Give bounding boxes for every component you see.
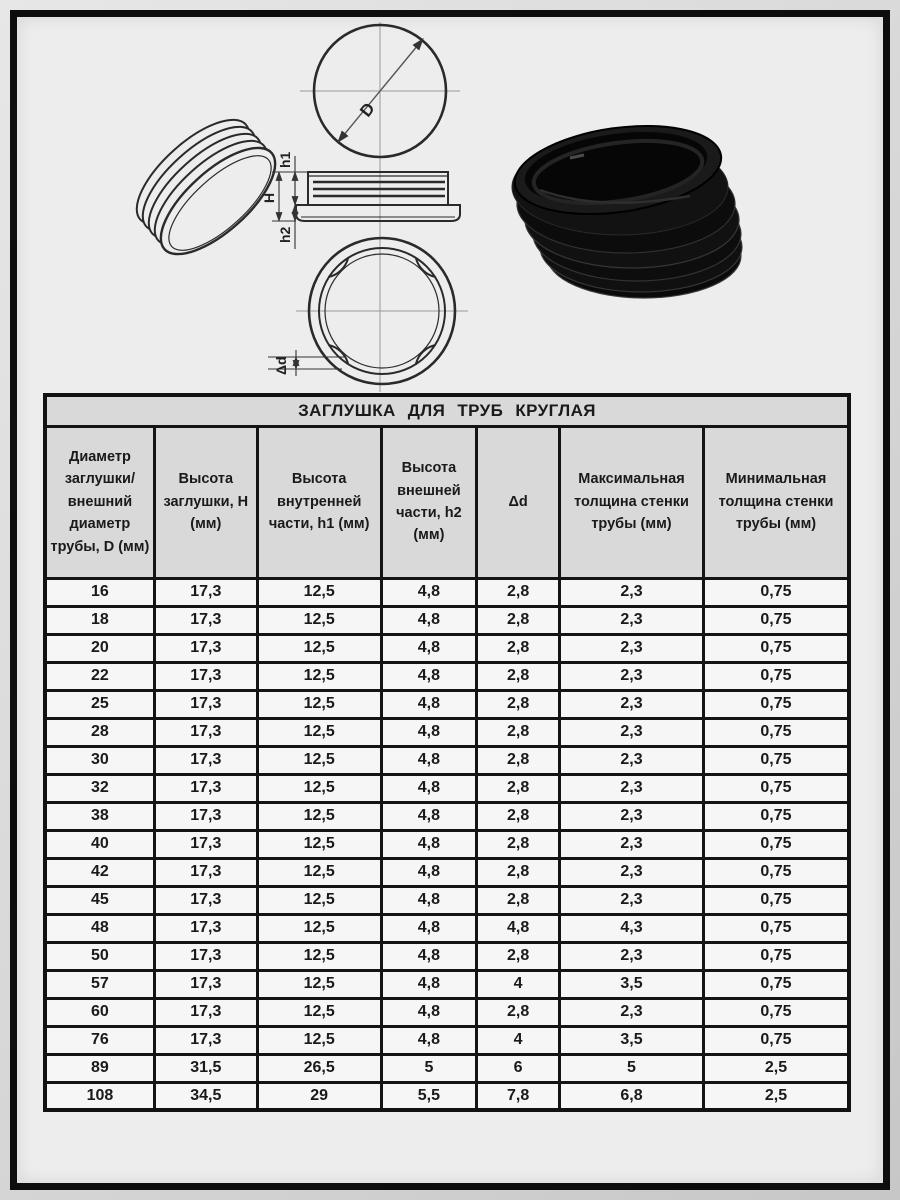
- cell-max-wall: 2,3: [560, 662, 704, 690]
- cell-height-total: 17,3: [154, 830, 257, 858]
- cell-delta-d: 2,8: [477, 606, 560, 634]
- cell-max-wall: 4,3: [560, 914, 704, 942]
- cell-height-total: 17,3: [154, 578, 257, 606]
- cell-delta-d: 2,8: [477, 746, 560, 774]
- cell-min-wall: 0,75: [703, 746, 849, 774]
- table-row: [45, 802, 849, 830]
- cell-max-wall: 2,3: [560, 774, 704, 802]
- cell-height-total: 17,3: [154, 886, 257, 914]
- cell-max-wall: 2,3: [560, 942, 704, 970]
- cell-height-total: 17,3: [154, 942, 257, 970]
- cell-min-wall: 2,5: [703, 1054, 849, 1082]
- table-row: [45, 662, 849, 690]
- cell-height-inner: 12,5: [257, 830, 381, 858]
- label-h: H: [261, 192, 277, 203]
- label-h2: h2: [277, 226, 293, 243]
- cell-delta-d: 2,8: [477, 886, 560, 914]
- cell-diameter: 40: [45, 830, 154, 858]
- cell-min-wall: 2,5: [703, 1082, 849, 1110]
- cell-delta-d: 4,8: [477, 914, 560, 942]
- column-header: Высота заглушки, H (мм): [154, 426, 257, 578]
- plug-drawing-svg: [17, 17, 883, 393]
- cell-min-wall: 0,75: [703, 1026, 849, 1054]
- cell-max-wall: 6,8: [560, 1082, 704, 1110]
- bottom-view-circle: [268, 238, 468, 384]
- table-row: [45, 886, 849, 914]
- product-photo-plug: [509, 114, 742, 298]
- cell-diameter: 50: [45, 942, 154, 970]
- cell-height-outer: 4,8: [381, 578, 477, 606]
- cell-height-outer: 4,8: [381, 718, 477, 746]
- cell-height-inner: 12,5: [257, 606, 381, 634]
- cell-height-inner: 12,5: [257, 662, 381, 690]
- cell-height-outer: 4,8: [381, 942, 477, 970]
- table-row: [45, 634, 849, 662]
- table-row: [45, 970, 849, 998]
- cell-min-wall: 0,75: [703, 690, 849, 718]
- cell-diameter: 16: [45, 578, 154, 606]
- cell-height-inner: 12,5: [257, 774, 381, 802]
- cell-delta-d: 2,8: [477, 774, 560, 802]
- table-row: [45, 1054, 849, 1082]
- isometric-plug-view: [121, 103, 292, 272]
- cell-diameter: 57: [45, 970, 154, 998]
- cell-height-inner: 12,5: [257, 886, 381, 914]
- cell-height-total: 17,3: [154, 802, 257, 830]
- cell-height-inner: 12,5: [257, 998, 381, 1026]
- label-diameter-d: D: [356, 99, 379, 121]
- table-row: [45, 830, 849, 858]
- cell-max-wall: 2,3: [560, 802, 704, 830]
- cell-diameter: 38: [45, 802, 154, 830]
- cell-max-wall: 2,3: [560, 858, 704, 886]
- table-row: [45, 690, 849, 718]
- cell-delta-d: 2,8: [477, 802, 560, 830]
- cell-min-wall: 0,75: [703, 802, 849, 830]
- cell-delta-d: 2,8: [477, 942, 560, 970]
- cell-delta-d: 2,8: [477, 690, 560, 718]
- cell-height-inner: 12,5: [257, 802, 381, 830]
- cell-height-total: 17,3: [154, 634, 257, 662]
- cell-diameter: 76: [45, 1026, 154, 1054]
- cell-height-outer: 4,8: [381, 746, 477, 774]
- cell-height-total: 17,3: [154, 970, 257, 998]
- cell-height-total: 17,3: [154, 606, 257, 634]
- cell-delta-d: 2,8: [477, 662, 560, 690]
- spec-table-container: [43, 393, 851, 1112]
- table-body: [45, 578, 849, 1110]
- cell-diameter: 28: [45, 718, 154, 746]
- cell-height-outer: 4,8: [381, 662, 477, 690]
- table-row: [45, 914, 849, 942]
- cell-max-wall: 2,3: [560, 998, 704, 1026]
- table-row: [45, 746, 849, 774]
- cell-min-wall: 0,75: [703, 830, 849, 858]
- label-delta-d: Δd: [273, 356, 289, 375]
- cell-max-wall: 2,3: [560, 718, 704, 746]
- cell-delta-d: 2,8: [477, 998, 560, 1026]
- cell-height-inner: 29: [257, 1082, 381, 1110]
- cell-max-wall: 2,3: [560, 690, 704, 718]
- cell-height-total: 17,3: [154, 690, 257, 718]
- cell-delta-d: 2,8: [477, 718, 560, 746]
- table-row: [45, 1082, 849, 1110]
- cell-height-total: 17,3: [154, 998, 257, 1026]
- table-row: [45, 606, 849, 634]
- cell-diameter: 22: [45, 662, 154, 690]
- cell-height-total: 17,3: [154, 914, 257, 942]
- spec-table: [43, 393, 851, 1112]
- cell-min-wall: 0,75: [703, 858, 849, 886]
- cell-min-wall: 0,75: [703, 970, 849, 998]
- table-row: [45, 578, 849, 606]
- cell-max-wall: 3,5: [560, 970, 704, 998]
- cell-height-outer: 4,8: [381, 886, 477, 914]
- cell-height-outer: 4,8: [381, 634, 477, 662]
- cell-height-outer: 4,8: [381, 998, 477, 1026]
- cell-height-outer: 4,8: [381, 970, 477, 998]
- cell-min-wall: 0,75: [703, 942, 849, 970]
- cell-delta-d: 2,8: [477, 634, 560, 662]
- cell-delta-d: 2,8: [477, 578, 560, 606]
- cell-min-wall: 0,75: [703, 774, 849, 802]
- cell-height-outer: 4,8: [381, 690, 477, 718]
- cell-diameter: 89: [45, 1054, 154, 1082]
- cell-max-wall: 2,3: [560, 606, 704, 634]
- column-header: Высота внутренней части, h1 (мм): [257, 426, 381, 578]
- column-header: Максимальная толщина стенки трубы (мм): [560, 426, 704, 578]
- column-header: Диаметр заглушки/ внешний диаметр трубы, D (мм): [45, 426, 154, 578]
- cell-delta-d: 6: [477, 1054, 560, 1082]
- cell-delta-d: 7,8: [477, 1082, 560, 1110]
- cell-diameter: 108: [45, 1082, 154, 1110]
- cell-height-total: 31,5: [154, 1054, 257, 1082]
- cell-diameter: 48: [45, 914, 154, 942]
- cell-max-wall: 5: [560, 1054, 704, 1082]
- cell-height-inner: 12,5: [257, 1026, 381, 1054]
- table-row: [45, 998, 849, 1026]
- table-title: ЗАГЛУШКА ДЛЯ ТРУБ КРУГЛАЯ: [45, 395, 849, 426]
- cell-min-wall: 0,75: [703, 578, 849, 606]
- cell-height-outer: 4,8: [381, 830, 477, 858]
- table-title-row: [45, 395, 849, 426]
- cell-height-outer: 5,5: [381, 1082, 477, 1110]
- technical-drawing: [17, 17, 883, 393]
- table-row: [45, 858, 849, 886]
- cell-height-total: 17,3: [154, 746, 257, 774]
- cell-height-outer: 4,8: [381, 1026, 477, 1054]
- cell-height-inner: 12,5: [257, 858, 381, 886]
- cell-min-wall: 0,75: [703, 718, 849, 746]
- cell-height-inner: 12,5: [257, 746, 381, 774]
- page-frame: [10, 10, 890, 1190]
- cell-delta-d: 4: [477, 1026, 560, 1054]
- cell-height-outer: 5: [381, 1054, 477, 1082]
- cell-diameter: 32: [45, 774, 154, 802]
- table-row: [45, 1026, 849, 1054]
- cell-height-inner: 12,5: [257, 578, 381, 606]
- cell-height-inner: 12,5: [257, 942, 381, 970]
- cell-max-wall: 2,3: [560, 886, 704, 914]
- cell-height-outer: 4,8: [381, 774, 477, 802]
- column-header: Высота внешней части, h2 (мм): [381, 426, 477, 578]
- cell-delta-d: 2,8: [477, 858, 560, 886]
- cell-height-total: 17,3: [154, 774, 257, 802]
- cell-height-total: 17,3: [154, 1026, 257, 1054]
- cell-height-inner: 26,5: [257, 1054, 381, 1082]
- table-header-row: [45, 426, 849, 578]
- cell-max-wall: 2,3: [560, 746, 704, 774]
- cell-height-inner: 12,5: [257, 690, 381, 718]
- cell-delta-d: 4: [477, 970, 560, 998]
- cell-delta-d: 2,8: [477, 830, 560, 858]
- cell-height-total: 17,3: [154, 662, 257, 690]
- cell-diameter: 25: [45, 690, 154, 718]
- cell-max-wall: 2,3: [560, 830, 704, 858]
- cell-min-wall: 0,75: [703, 914, 849, 942]
- cell-diameter: 20: [45, 634, 154, 662]
- cell-max-wall: 3,5: [560, 1026, 704, 1054]
- cell-height-total: 34,5: [154, 1082, 257, 1110]
- cell-height-total: 17,3: [154, 718, 257, 746]
- cell-height-outer: 4,8: [381, 802, 477, 830]
- column-header: Минимальная толщина стенки трубы (мм): [703, 426, 849, 578]
- table-row: [45, 942, 849, 970]
- cell-height-outer: 4,8: [381, 858, 477, 886]
- cell-diameter: 60: [45, 998, 154, 1026]
- label-h1: h1: [277, 151, 293, 168]
- cell-min-wall: 0,75: [703, 662, 849, 690]
- table-row: [45, 774, 849, 802]
- column-header: Δd: [477, 426, 560, 578]
- table-row: [45, 718, 849, 746]
- cell-diameter: 18: [45, 606, 154, 634]
- cell-diameter: 42: [45, 858, 154, 886]
- cell-height-inner: 12,5: [257, 718, 381, 746]
- cell-height-outer: 4,8: [381, 606, 477, 634]
- cell-height-inner: 12,5: [257, 634, 381, 662]
- side-view: [261, 151, 460, 249]
- cell-min-wall: 0,75: [703, 634, 849, 662]
- cell-diameter: 45: [45, 886, 154, 914]
- cell-min-wall: 0,75: [703, 606, 849, 634]
- cell-height-total: 17,3: [154, 858, 257, 886]
- cell-min-wall: 0,75: [703, 998, 849, 1026]
- cell-max-wall: 2,3: [560, 634, 704, 662]
- cell-max-wall: 2,3: [560, 578, 704, 606]
- cell-height-inner: 12,5: [257, 914, 381, 942]
- cell-height-outer: 4,8: [381, 914, 477, 942]
- cell-min-wall: 0,75: [703, 886, 849, 914]
- cell-height-inner: 12,5: [257, 970, 381, 998]
- cell-diameter: 30: [45, 746, 154, 774]
